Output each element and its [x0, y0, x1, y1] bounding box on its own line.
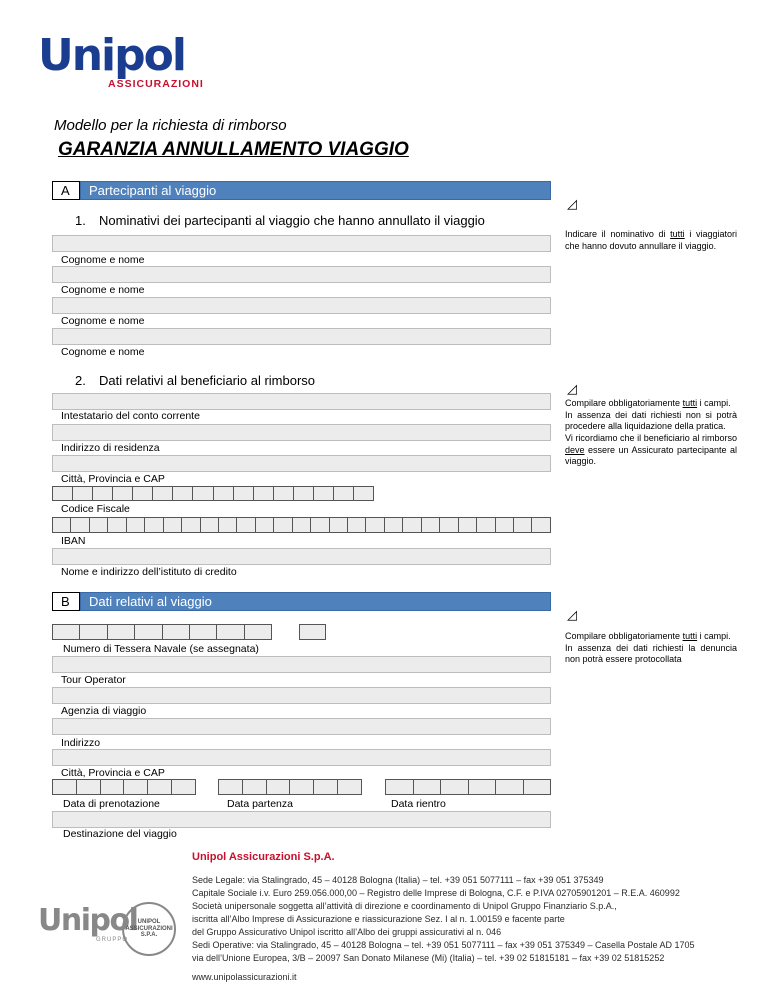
tour-operator-field[interactable] — [52, 656, 551, 673]
city-province-cap-label: Città, Provincia e CAP — [61, 473, 165, 485]
note-text: i campi. — [697, 398, 731, 408]
note-line: In assenza dei dati richiesti la denuncia non potrà essere protocollata — [565, 642, 737, 665]
footer-line: Società unipersonale soggetta all’attività di direzione e coordinamento di Unipol Gruppo Finanziario S.p.A., — [192, 901, 617, 912]
note-beneficiary — [565, 398, 737, 468]
question-2-title: Dati relativi al beneficiario al rimborso — [99, 373, 316, 388]
question-2-number: 2. — [75, 373, 86, 388]
note-participants — [565, 229, 737, 252]
booking-date-input[interactable] — [52, 779, 196, 795]
logo-wordmark: Unipol — [38, 30, 185, 81]
agency-address-field[interactable] — [52, 718, 551, 735]
travel-agency-label: Agenzia di viaggio — [61, 705, 147, 717]
travel-agency-field[interactable] — [52, 687, 551, 704]
section-a-header: Partecipanti al viaggio — [80, 181, 551, 200]
section-a-letter: A — [52, 181, 80, 200]
footer-line: iscritta all’Albo Imprese di Assicurazione e riassicurazione Sez. I al n. 1.00159 e facente parte — [192, 914, 565, 925]
footer-line: via dell’Unione Europea, 3/B – 20097 San Donato Milanese (Mi) (Italia) – tel. +39 02 51815181 – fax +39 02 51815252 — [192, 953, 665, 964]
footer-info — [192, 850, 752, 984]
departure-date-label: Data partenza — [227, 798, 293, 810]
city-province-cap-field[interactable] — [52, 455, 551, 472]
gruppo-logo-wordmark: Unipol — [38, 903, 138, 938]
seal-text: UNIPOL — [137, 919, 161, 926]
note-line — [565, 398, 737, 410]
return-date-label: Data rientro — [391, 798, 446, 810]
tessera-navale-check-input[interactable] — [299, 624, 326, 640]
section-b-letter: B — [52, 592, 80, 611]
participant-name-field-3[interactable] — [52, 297, 551, 314]
iban-label: IBAN — [61, 535, 86, 547]
participant-name-label-3: Cognome e nome — [61, 315, 145, 327]
gruppo-logo-subtitle: GRUPPO — [96, 937, 129, 943]
document-title: GARANZIA ANNULLAMENTO VIAGGIO — [58, 139, 409, 160]
seal-text: S.P.A. — [140, 932, 158, 939]
agency-city-field[interactable] — [52, 749, 551, 766]
tessera-navale-label: Numero di Tessera Navale (se assegnata) — [63, 643, 259, 655]
note-line: In assenza dei dati richiesti non si potrà procedere alla liquidazione della pratica. — [565, 409, 737, 432]
destination-field[interactable] — [52, 811, 551, 828]
note-line — [565, 433, 737, 468]
question-1-number: 1. — [75, 213, 86, 228]
note-triangle-icon: ◿ — [567, 196, 577, 211]
account-holder-label: Intestatario del conto corrente — [61, 410, 200, 422]
note-travel — [565, 631, 737, 666]
note-text: Vi ricordiamo che il beneficiario al rimborso — [565, 433, 737, 444]
footer-line: Sedi Operative: via Stalingrado, 45 – 40128 Bologna – tel. +39 051 5077111 – fax +39 051 375349 – Casella Postale AD 1705 — [192, 940, 695, 951]
note-text: essere un Assicurato partecipante al viaggio. — [565, 444, 737, 467]
footer-line: Capitale Sociale i.v. Euro 259.056.000,00 – Registro delle Imprese di Bologna, C.F. e P.IVA 02705901201 – R.E.A. 460992 — [192, 887, 680, 898]
participant-name-label-1: Cognome e nome — [61, 254, 145, 266]
footer-website[interactable]: www.unipolassicurazioni.it — [192, 972, 297, 983]
note-emphasis: tutti — [682, 398, 698, 408]
note-text: i viaggiatori che hanno dovuto annullare il viaggio. — [565, 229, 737, 251]
company-seal-icon — [122, 902, 176, 956]
section-b-header: Dati relativi al viaggio — [80, 592, 551, 611]
destination-label: Destinazione del viaggio — [63, 828, 177, 840]
bank-name-address-field[interactable] — [52, 548, 551, 565]
bank-name-address-label: Nome e indirizzo dell’istituto di credito — [61, 566, 237, 578]
tessera-navale-input[interactable] — [52, 624, 272, 640]
note-emphasis: tutti — [682, 631, 698, 641]
codice-fiscale-input[interactable] — [52, 486, 374, 501]
residence-address-field[interactable] — [52, 424, 551, 441]
note-emphasis: tutti — [670, 229, 685, 239]
return-date-input[interactable] — [385, 779, 551, 795]
footer-company: Unipol Assicurazioni S.p.A. — [192, 851, 335, 863]
iban-input[interactable] — [52, 517, 551, 533]
departure-date-input[interactable] — [218, 779, 362, 795]
booking-date-label: Data di prenotazione — [63, 798, 160, 810]
note-triangle-icon: ◿ — [567, 381, 577, 396]
participant-name-field-1[interactable] — [52, 235, 551, 252]
note-line — [565, 631, 737, 643]
account-holder-field[interactable] — [52, 393, 551, 410]
note-emphasis: deve — [565, 444, 585, 455]
note-text: Compilare obbligatoriamente — [565, 398, 683, 408]
logo-subtitle: ASSICURAZIONI — [108, 78, 204, 90]
note-text: Compilare obbligatoriamente — [565, 631, 683, 641]
unipol-logo — [38, 30, 204, 90]
codice-fiscale-label: Codice Fiscale — [61, 503, 130, 515]
note-text: i campi. — [697, 631, 731, 641]
participant-name-label-2: Cognome e nome — [61, 284, 145, 296]
note-text: Indicare il nominativo di — [565, 229, 671, 239]
agency-city-label: Città, Provincia e CAP — [61, 767, 165, 779]
participant-name-field-4[interactable] — [52, 328, 551, 345]
question-1-title: Nominativi dei partecipanti al viaggio che hanno annullato il viaggio — [99, 213, 485, 228]
note-triangle-icon: ◿ — [567, 607, 577, 622]
residence-address-label: Indirizzo di residenza — [61, 442, 160, 454]
agency-address-label: Indirizzo — [61, 737, 101, 749]
participant-name-label-4: Cognome e nome — [61, 346, 145, 358]
tour-operator-label: Tour Operator — [61, 674, 126, 686]
seal-text: ASSICURAZIONI — [125, 925, 173, 932]
footer-line: del Gruppo Assicurativo Unipol iscritto all’Albo dei gruppi assicurativi al n. 046 — [192, 927, 502, 938]
participant-name-field-2[interactable] — [52, 266, 551, 283]
footer-line: Sede Legale: via Stalingrado, 45 – 40128 Bologna (Italia) – tel. +39 051 5077111 – fax +39 051 375349 — [192, 874, 604, 885]
document-subtitle: Modello per la richiesta di rimborso — [54, 117, 287, 134]
